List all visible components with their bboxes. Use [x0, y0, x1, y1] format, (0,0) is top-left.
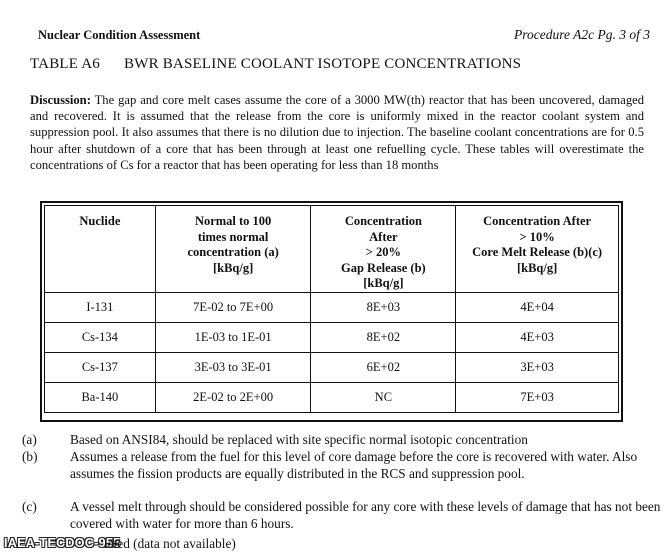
- footnote-key: (b): [22, 449, 38, 464]
- table-row: [45, 322, 619, 352]
- header-line: Normal to 100: [194, 214, 272, 228]
- header-left: Nuclear Condition Assessment: [38, 28, 201, 42]
- header-normal: [155, 206, 311, 293]
- discussion-body: The gap and core melt cases assume the core of a 3000 MW(th) reactor that has been uncovered, damaged and recovered. It is assumed that the release from the core is uniformly mixed in the reactor coolant system and suppression pool. It also assumes that there is no dilution due to injection. The baseline coolant concentrations are for 0.5 hour after shutdown of a core that has been through at least one refuelling cycle. These tables will overestimate the concentrations of Cs for a reactor that has been operating for less than 18 months: [30, 93, 644, 172]
- footnote-d-text: lated (data not available): [104, 536, 236, 551]
- header-line: Concentration: [344, 214, 422, 228]
- isotope-table: [40, 201, 623, 422]
- cell-core-melt: 3E+03: [456, 352, 619, 382]
- header-line: concentration (a): [187, 245, 279, 259]
- footnote-text: Based on ANSI84, should be replaced with site specific normal isotopic concentration: [70, 432, 528, 447]
- cell-nuclide: Cs-134: [45, 322, 156, 352]
- header-line: Nuclide: [79, 214, 121, 228]
- header-core-melt: [456, 206, 619, 293]
- header-line: [kBq/g]: [516, 260, 558, 275]
- footnote-text: Assumes a release from the fuel for this level of core damage before the core is recovered with water. Also assumes the fission products are equally distributed in the RCS and suppression pool.: [70, 449, 638, 481]
- header-line: Core Melt Release (b)(c): [472, 245, 603, 259]
- cell-gap: 8E+02: [311, 322, 456, 352]
- table-row: [45, 382, 619, 412]
- header-line: Concentration After: [483, 214, 592, 228]
- cell-gap: 8E+03: [311, 292, 456, 322]
- cell-nuclide: I-131: [45, 292, 156, 322]
- header-line: > 20%: [365, 245, 401, 259]
- table-row: [45, 292, 619, 322]
- header-right: Procedure A2c Pg. 3 of 3: [514, 27, 650, 42]
- header-gap: [311, 206, 456, 293]
- header-line: Gap Release (b): [341, 260, 426, 275]
- cell-core-melt: 4E+03: [456, 322, 619, 352]
- footnote-text: A vessel melt through should be considered possible for any core with these levels of damage that has not been covered with water for more than 6 hours.: [70, 499, 661, 531]
- table-row: [45, 352, 619, 382]
- cell-normal: 3E-03 to 3E-01: [155, 352, 311, 382]
- discussion-paragraph: [30, 92, 644, 173]
- document-stamp: IAEA-TECDOC-955: [4, 536, 121, 550]
- cell-core-melt: 7E+03: [456, 382, 619, 412]
- header-line: > 10%: [519, 229, 555, 244]
- footnote-key: (c): [22, 499, 37, 514]
- cell-gap: 6E+02: [311, 352, 456, 382]
- discussion-lead: Discussion:: [30, 93, 91, 107]
- header-line: [kBq/g]: [212, 260, 254, 275]
- header-line: After: [369, 229, 398, 244]
- table-title-text: BWR BASELINE COOLANT ISOTOPE CONCENTRATIONS: [124, 56, 522, 72]
- cell-normal: 1E-03 to 1E-01: [155, 322, 311, 352]
- header-line: times normal: [197, 229, 269, 244]
- table-label: TABLE A6: [30, 56, 100, 72]
- table-title: [30, 56, 521, 73]
- table-header-row: [45, 206, 619, 293]
- cell-normal: 2E-02 to 2E+00: [155, 382, 311, 412]
- cell-nuclide: Cs-137: [45, 352, 156, 382]
- header-nuclide: [45, 206, 156, 293]
- footnote-key: (a): [22, 432, 37, 447]
- cell-core-melt: 4E+04: [456, 292, 619, 322]
- header-line: [kBq/g]: [363, 276, 404, 290]
- cell-gap: NC: [311, 382, 456, 412]
- cell-nuclide: Ba-140: [45, 382, 156, 412]
- cell-normal: 7E-02 to 7E+00: [155, 292, 311, 322]
